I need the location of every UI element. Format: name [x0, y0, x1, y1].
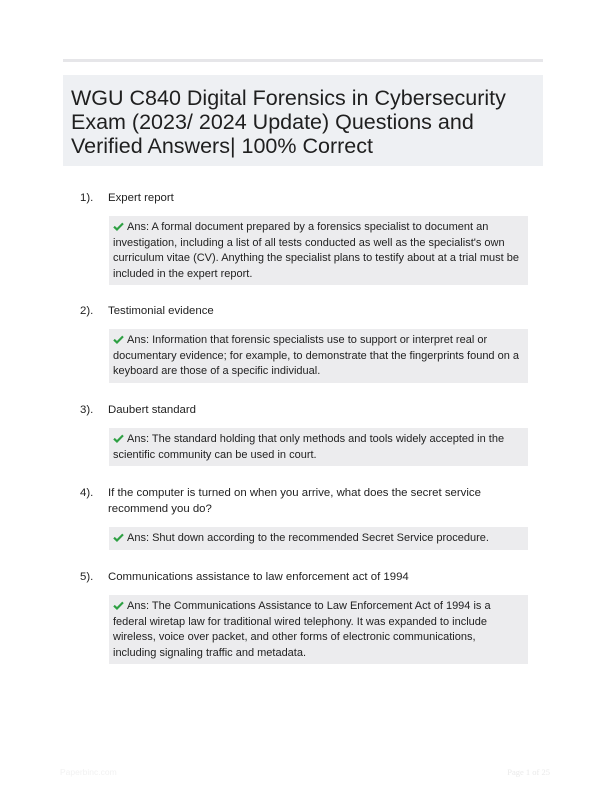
question-text: If the computer is turned on when you arrive, what does the secret service recommend you do?: [108, 487, 481, 515]
answer-box: [109, 428, 528, 466]
answer-text: Ans: Information that forensic specialists use to support or interpret real or documentary evidence; for example, to demonstrate that the fingerprints found on a keyboard are those of a specific individual.: [113, 334, 520, 377]
question-text: Expert report: [108, 192, 174, 204]
footer-watermark: Paperbinc.com: [60, 767, 117, 777]
qa-item: [80, 569, 540, 664]
question-text: Communications assistance to law enforcement act of 1994: [108, 571, 409, 583]
check-icon: [113, 222, 124, 231]
answer-box: [109, 216, 528, 285]
question-row: [80, 303, 540, 319]
question-row: [80, 569, 540, 585]
answer-text: Ans: Shut down according to the recommended Secret Service procedure.: [127, 532, 489, 544]
qa-item: [80, 402, 540, 466]
question-number: 5).: [80, 571, 94, 583]
question-row: [80, 485, 540, 517]
question-text: Daubert standard: [108, 404, 197, 416]
answer-box: [109, 527, 528, 550]
check-icon: [113, 434, 124, 443]
document-title: WGU C840 Digital Forensics in Cybersecurity Exam (2023/ 2024 Update) Questions and Verified Answers| 100% Correct: [71, 86, 506, 158]
title-banner: [63, 75, 543, 166]
check-icon: [113, 601, 124, 610]
check-icon: [113, 533, 124, 542]
top-divider: [63, 59, 543, 62]
answer-text: Ans: A formal document prepared by a forensics specialist to document an investigation, including a list of all tests conducted as well as the specialist's own curriculum vitae (CV). Anything the specialist plans to testify about at a trial must be included in the expert report.: [113, 221, 519, 280]
question-row: [80, 190, 540, 206]
question-number: 1).: [80, 192, 94, 204]
question-number: 2).: [80, 305, 94, 317]
answer-box: [109, 329, 528, 383]
answer-text: Ans: The Communications Assistance to Law Enforcement Act of 1994 is a federal wiretap law for traditional wired telephony. It was expanded to include wireless, voice over packet, and other forms of electronic communications, including signaling traffic and metadata.: [113, 600, 491, 659]
question-number: 4).: [80, 487, 94, 499]
question-number: 3).: [80, 404, 94, 416]
check-icon: [113, 335, 124, 344]
qa-item: [80, 485, 540, 550]
page-number: Page 1 of 25: [507, 767, 550, 777]
question-row: [80, 402, 540, 418]
qa-item: [80, 303, 540, 383]
answer-box: [109, 595, 528, 664]
question-text: Testimonial evidence: [108, 305, 214, 317]
qa-item: [80, 190, 540, 285]
answer-text: Ans: The standard holding that only methods and tools widely accepted in the scientific community can be used in court.: [113, 433, 505, 461]
